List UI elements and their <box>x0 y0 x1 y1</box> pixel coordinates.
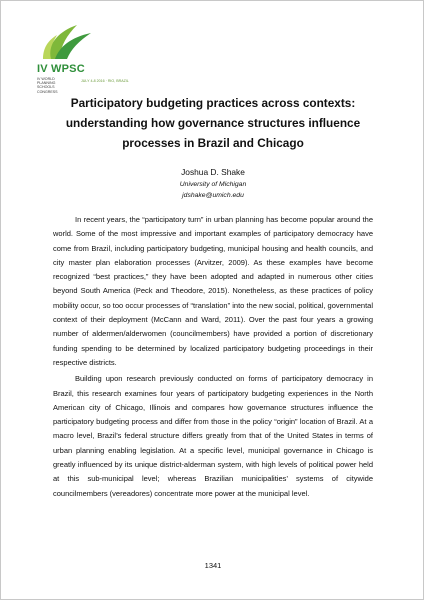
title-line: processes in Brazil and Chicago <box>122 136 304 150</box>
logo-text: IV WPSC <box>37 63 85 75</box>
title-line: Participatory budgeting practices across contexts: <box>70 96 356 110</box>
paper-body <box>53 213 373 503</box>
author-email: jdshake@umich.edu <box>182 192 244 199</box>
leaf-logo-icon <box>37 19 97 63</box>
body-paragraph: In recent years, the “participatory turn” in urban planning has become popular around the world. Some of the most impressive and important examples of participatory democracy have come from Brazil, including participatory budgeting, municipal housing and health councils, and city master plan elaboration processes (Arvitzer, 2009). As these examples have become recognized “best practices,” they have been adopted and adapted in numerous other cities beyond South America (Peck and Theodore, 2015). Nonetheless, as these practices of policy mobility occur, so too occur processes of “translation” into the new social, political, governmental context of their deployment (McCann and Ward, 2011). Over the past four years a growing number of aldermen/alderwomen (councilmembers) have provided a portion of discretionary funding spending to be determined by localized participatory budgeting proceedings in their respective districts. <box>53 215 373 367</box>
author-name: Joshua D. Shake <box>181 167 245 177</box>
logo-subtitle: IV WORLD PLANNING SCHOOLS CONGRESS <box>37 77 58 94</box>
conference-logo <box>37 19 197 94</box>
author-affiliation: University of Michigan <box>179 181 247 188</box>
page-number: 1341 <box>204 561 222 570</box>
body-paragraph: Building upon research previously conducted on forms of participatory democracy in Brazil, this research examines four years of participatory budgeting experiences in the North American city of Chicago, Illinois and compares how governance structures influence the participatory budgeting process and differ from those in the policy “origin” location of Brazil. At a macro level, Brazil’s federal structure differs greatly from that of the United States in terms of urban planning enabling legislation. At a specific level, municipal governance in Chicago is greatly influenced by its unique district-alderman system, with high levels of political power held at this sub-municipal level; whereas Brazilian municipalities’ systems of citywide councilmembers (vereadores) concentrate more power at the municipal level. <box>53 374 373 498</box>
paper-title <box>41 93 385 153</box>
author-block <box>41 165 385 201</box>
title-line: understanding how governance structures influence <box>65 116 361 130</box>
logo-date: JULY 4-8 2016 · RIO, BRAZIL <box>81 79 129 83</box>
